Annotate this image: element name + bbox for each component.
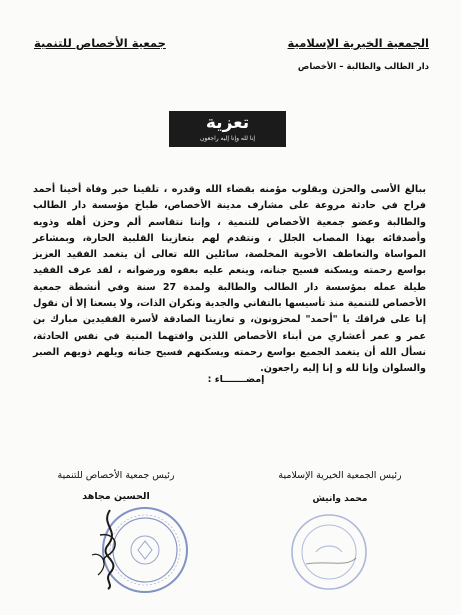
banner-subtitle: إنا لله وإنا إليه راجعون [199, 135, 256, 142]
org-left-title: جمعية الأخصاص للتنمية [34, 36, 166, 50]
charity-stamp-icon [286, 512, 372, 592]
left-signatory-name: الحسين مجاهد [82, 491, 150, 502]
handwritten-signature-icon [80, 505, 150, 590]
body-paragraph: ببالغ الأسى والحزن وبقلوب مؤمنه بقضاء الله وقدره ، تلقينا خبر وفاة أخينا أحمد فراح في حادثة مروعة على مشارف مدينة الأخصاص، طباخ مؤسسة دار الطالب والطالبة وعضو جمعية الأخصاص للتنمية ، وإننا نتقاسم ألم وحزن أهله وذويه وأصدقائه بهذا المصاب الجلل ، ونتقدم لهم بتعازينا القلبية الحارة، وبمشاعر المواساة والتعاطف الأخوية المخلصة، سائلين الله تعالى أن يتغمد الفقيد العزيز بواسع رحمته ويسكنه فسيح جنانه، وينعم عليه بعفوه ورضوانه ، لقد عرف الفقيد طيلة عمله بمؤسسة دار الطالب والطالبة ولمدة 27 سنة وفي أنشطة جمعية الأخصاص للتنمية منذ تأسيسها بالتفاني والجدية ونكران الذات، ولا يسعنا إلا أن نقول إنا على فراقك يا "أحمد" لمحزونون، و تعازينا الصادقة لأسرة الفقيدين مبارك بن عمر و عمر أعشاري من أبناء الأخصاص اللذين وافتهما المنية في نفس الحادثة، نسأل الله أن يتغمد الجميع بواسع رحمته ويسكنهم فسيح جنانه ويلهم ذويهم الصبر والسلوان وإنا لله و إنا إليه راجعون. [33, 184, 427, 375]
right-signatory-name: محمد وانيش [312, 494, 368, 504]
condolence-body [33, 182, 426, 378]
condolence-banner [169, 111, 286, 147]
right-signatory-title: رئيس الجمعية الخيرية الإسلامية [278, 470, 402, 481]
org-right-subtitle: دار الطالب والطالبة – الأخصاص [297, 62, 429, 72]
org-right-title: الجمعية الخيرية الإسلامية [287, 36, 429, 50]
banner-title: تعزية [205, 113, 250, 133]
left-signatory-title: رئيس جمعية الأخصاص للتنمية [57, 470, 175, 481]
signature-label: إمضـــــــاء : [207, 374, 265, 385]
